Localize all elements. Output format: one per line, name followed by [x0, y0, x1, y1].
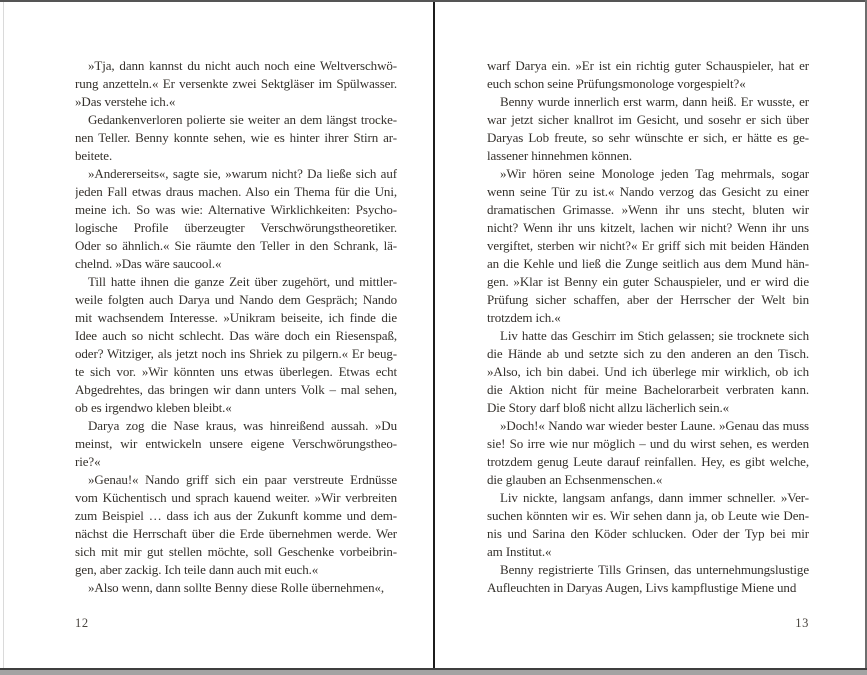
text-line: Darya zog die Nase kraus, was hinreißend aussah. »Du	[88, 418, 397, 433]
text-line: nis und Sarina den Köder schlucken. Oder der Typ bei mir	[487, 526, 809, 541]
text-line: »Tja, dann kannst du nicht auch noch eine Weltverschwö-	[88, 58, 397, 73]
scan-bottom-strip	[0, 670, 867, 675]
page-left	[4, 0, 433, 668]
text-line: Die Story darf bloß nicht allzu lächerlich sein.«	[487, 400, 730, 415]
text-line: Daryas Lob freute, so sehr wünschte er sich, er hätte es ge-	[487, 130, 809, 145]
page-right	[435, 0, 865, 668]
text-line: sie! So irre wie nur möglich – und du wirst sehen, es werden	[487, 436, 809, 451]
text-line: trotzdem genug Leute darauf reinfallen. Hey, es gibt welche,	[487, 454, 809, 469]
text-line: Benny wurde innerlich erst warm, dann heiß. Er wusste, er	[500, 94, 809, 109]
text-line: rie?«	[75, 454, 101, 469]
text-line: »Genau!« Nando griff sich ein paar verstreute Erdnüsse	[88, 472, 397, 487]
text-line: suchen könnten wir es. Wir sehen dann ja, ob Leute wie Den-	[487, 508, 809, 523]
text-line: »Also, ich bin dabei. Und ich überlege mir wirklich, ob ich	[487, 364, 809, 379]
text-line: Prüfung sicher schaffen, aber der Herrscher der Welt bin	[487, 292, 809, 307]
text-line: »Andererseits«, sagte sie, »warum nicht? Da ließe sich auf	[88, 166, 397, 181]
text-line: oder? Witziger, als jetzt noch ins Shriek zu pilgern.« Er beug-	[75, 346, 397, 361]
text-line: Abgedrehtes, das bringen wir dann unters Volk – mal sehen,	[75, 382, 397, 397]
text-line: Till hatte ihnen die ganze Zeit über zugehört, und mittler-	[88, 274, 397, 289]
text-line: mit wachsendem Interesse. »Unikram beiseite, ich finde die	[75, 310, 397, 325]
text-line: Idee auch so nicht schlecht. Das wäre doch ein Riesenspaß,	[75, 328, 397, 343]
text-line: jeden Fall etwas draus machen. Also ein Thema für die Uni,	[75, 184, 397, 199]
text-line: die Hände ab und setzte sich zu den anderen an den Tisch.	[487, 346, 809, 361]
text-line: »Wir hören seine Monologe jeden Tag mehrmals, sogar	[500, 166, 809, 181]
page-left-text-block	[75, 57, 397, 597]
text-line: lassener hinnehmen können.	[487, 148, 633, 163]
text-line: trotzdem ich.«	[487, 310, 561, 325]
text-line: Liv hatte das Geschirr im Stich gelassen; sie trocknete sich	[500, 328, 809, 343]
text-line: »Das verstehe ich.«	[75, 94, 176, 109]
text-line: logische Profile überzeugter Verschwörungstheoretiker.	[75, 220, 397, 235]
page-number-left: 12	[75, 616, 89, 630]
text-line: euch schon seine Prüfungsmonologe vorgespielt?«	[487, 76, 746, 91]
text-line: vergiftet, sterben wir nicht?« Er griff sich mit beiden Händen	[487, 238, 809, 253]
page-number-right: 13	[795, 616, 809, 630]
text-line: Oder so ähnlich.« Sie räumte den Teller in den Schrank, lä-	[75, 238, 397, 253]
text-line: wenn seine Tür zu ist.« Nando verzog das Gesicht zu einer	[487, 184, 809, 199]
text-line: die Aktion nicht für meine Bachelorarbeit verbraten kann.	[487, 382, 809, 397]
text-line: meine ich. So was wie: Alternative Wirklichkeiten: Psycho-	[75, 202, 397, 217]
text-line: nicht? Wenn ihr uns kitzelt, lachen wir nicht? Wenn ihr uns	[487, 220, 809, 235]
text-line: nen Teller. Benny konnte sehen, wie es hinter ihrer Stirn ar-	[75, 130, 397, 145]
text-line: dramatischen Grimasse. »Wenn ihr uns stecht, bluten wir	[487, 202, 809, 217]
text-line: rung anzetteln.« Er versenkte zwei Sektgläser im Spülwasser.	[75, 76, 397, 91]
text-line: meinst, wir entwickeln unsere eigene Verschwörungstheo-	[75, 436, 397, 451]
text-line: war jetzt sicher knallrot im Gesicht, und sosehr er sich über	[487, 112, 809, 127]
text-line: nächst die Herrschaft über die Erde übernehmen werde. Wer	[75, 526, 397, 541]
text-line: Liv nickte, langsam anfangs, dann immer schneller. »Ver-	[500, 490, 809, 505]
text-line: weile folgten auch Darya und Nando dem Gespräch; Nando	[75, 292, 397, 307]
text-line: ob es irgendwo kleben bleibt.«	[75, 400, 232, 415]
text-line: am Institut.«	[487, 544, 552, 559]
text-line: Gedankenverloren polierte sie weiter an dem längst trocke-	[88, 112, 397, 127]
text-line: gen. »Klar ist Benny ein guter Schauspieler, und er wird die	[487, 274, 809, 289]
text-line: zum Beispiel … dass ich aus der Zukunft komme und dem-	[75, 508, 397, 523]
page-right-text-block	[487, 57, 809, 597]
text-line: gen, aber zackig. Ich teile dann auch mit euch.«	[75, 562, 319, 577]
text-line: vom Küchentisch und sprach kauend weiter. »Wir verbreiten	[75, 490, 397, 505]
text-line: chelnd. »Das wäre saucool.«	[75, 256, 222, 271]
text-line: »Doch!« Nando war wieder bester Laune. »Genau das muss	[500, 418, 809, 433]
text-line: sich mit mir gut stellen möchte, soll Geschenke vorbeibrin-	[75, 544, 397, 559]
text-line: »Also wenn, dann sollte Benny diese Rolle übernehmen«,	[88, 580, 385, 595]
text-line: warf Darya ein. »Er ist ein richtig guter Schauspieler, hat er	[487, 58, 809, 73]
text-line: te sich vor. »Wir könnten uns etwas überlegen. Etwas echt	[75, 364, 397, 379]
text-line: Aufleuchten in Daryas Augen, Livs kampflustige Miene und	[487, 580, 797, 595]
text-line: beitete.	[75, 148, 113, 163]
text-line: an die Kehle und ließ die Zunge seitlich aus dem Mund hän-	[487, 256, 809, 271]
text-line: die glauben an Echsenmenschen.«	[487, 472, 663, 487]
text-line: Benny registrierte Tills Grinsen, das unternehmungslustige	[500, 562, 809, 577]
